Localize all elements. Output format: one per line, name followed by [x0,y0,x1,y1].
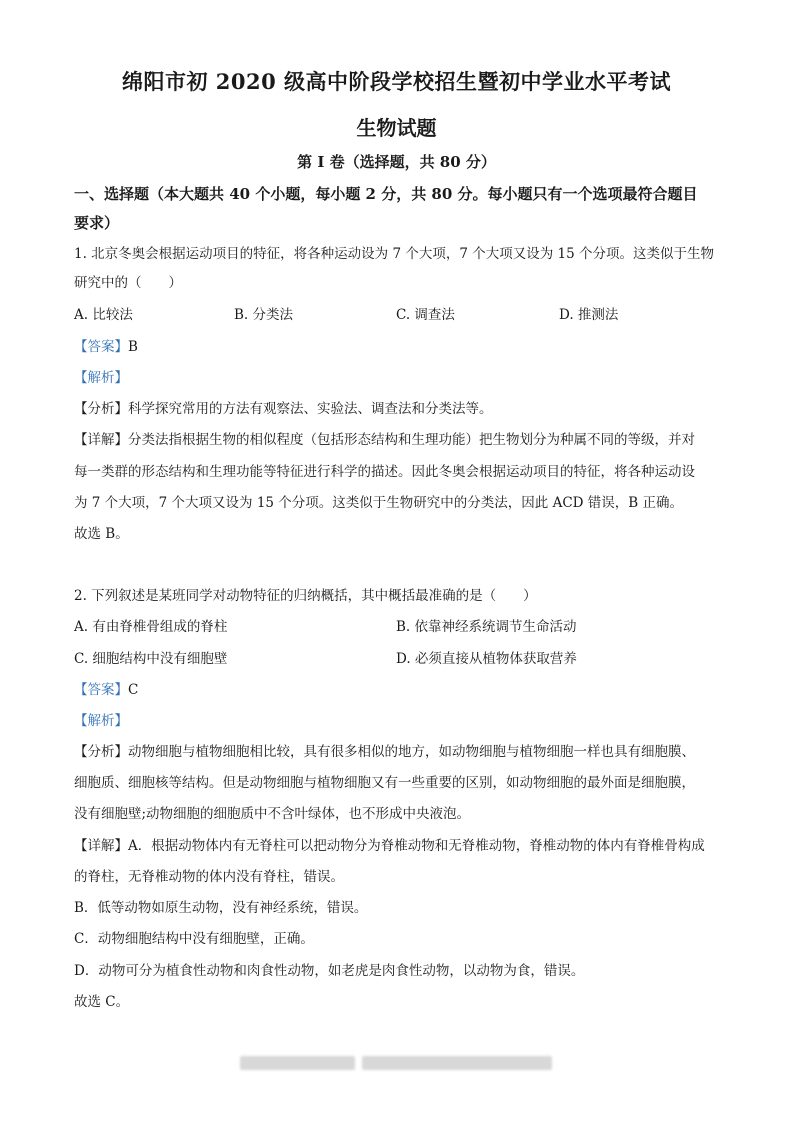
exam-title: 绵阳市初 2020 级高中阶段学校招生暨初中学业水平考试 [121,69,672,94]
footer-watermark-blur-left [240,1056,355,1070]
q2-xiangjie-b: B．低等动物如原生动物，没有神经系统，错误。 [74,900,368,916]
q2-conclusion: 故选 C。 [74,994,130,1010]
q1-xiangjie-line1 [74,430,724,450]
volume-heading: 第 I 卷（选择题，共 80 分） [297,153,496,171]
footer-watermark-blur-right [362,1056,552,1070]
q2-option-d: D. 必须直接从植物体获取营养 [396,651,577,667]
q1-xiangjie-line2: 每一类群的形态结构和生理功能等特征进行科学的描述。因此冬奥会根据运动项目的特征，将各种运动设 [74,464,695,480]
q1-option-a: A. 比较法 [74,307,133,323]
q1-xiangjie-line3: 为 7 个大项，7 个大项又设为 15 个分项。这类似于生物研究中的分类法，因此 ACD 错误，B 正确。 [74,495,684,511]
q1-fenxi [74,399,724,419]
q2-fenxi-line3: 没有细胞壁;动物细胞的细胞质中不含叶绿体，也不形成中央液泡。 [74,806,471,822]
q2-answer-tag: 【答案】 [74,682,128,698]
exam-subtitle: 生物试题 [356,116,437,140]
q1-option-b: B. 分类法 [234,307,294,323]
q1-fenxi-text: 科学探究常用的方法有观察法、实验法、调查法和分类法等。 [128,401,493,417]
q1-jiexi-tag: 【解析】 [74,370,128,386]
q1-answer-value: B [128,339,138,355]
q2-stem: 2. 下列叙述是某班同学对动物特征的归纳概括，其中概括最准确的是（ ） [74,588,537,604]
q2-xiangjie-d: D．动物可分为植食性动物和肉食性动物，如老虎是肉食性动物，以动物为食，错误。 [74,963,585,979]
q1-answer-tag: 【答案】 [74,339,128,355]
section-heading-line1: 一、选择题（本大题共 40 个小题，每小题 2 分，共 80 分。每小题只有一个选项最符合题目 [74,185,698,203]
q1-option-d: D. 推测法 [559,307,619,323]
q2-fenxi-line1 [74,742,724,762]
q2-option-c: C. 细胞结构中没有细胞壁 [74,651,228,667]
q1-xiangjie-text1: 分类法指根据生物的相似程度（包括形态结构和生理功能）把生物划分为种属不同的等级，并对 [128,432,695,448]
q1-fenxi-tag: 【分析】 [74,401,128,417]
q1-conclusion: 故选 B。 [74,526,129,542]
section-heading-line2: 要求） [74,214,120,232]
q2-xiangjie-c: C．动物细胞结构中没有细胞壁，正确。 [74,931,314,947]
q2-fenxi-tag: 【分析】 [74,744,128,760]
q1-stem-line1: 1. 北京冬奥会根据运动项目的特征，将各种运动设为 7 个大项，7 个大项又设为 15 个分项。这类似于生物 [74,246,714,262]
section-heading [74,180,724,238]
q2-xiangjie-line1 [74,836,724,856]
q2-fenxi-text1: 动物细胞与植物细胞相比较，具有很多相似的地方，如动物细胞与植物细胞一样也具有细胞膜、 [128,744,695,760]
q1-xiangjie-tag: 【详解】 [74,432,128,448]
q2-fenxi-line2: 细胞质、细胞核等结构。但是动物细胞与植物细胞又有一些重要的区别，如动物细胞的最外面是细胞膜， [74,775,695,791]
q2-xiangjie-line2: 的脊柱，无脊椎动物的体内没有脊柱，错误。 [74,869,344,885]
q2-jiexi-tag: 【解析】 [74,713,128,729]
q2-xiangjie-text1: A．根据动物体内有无脊柱可以把动物分为脊椎动物和无脊椎动物，脊椎动物的体内有脊椎骨构成 [128,838,705,854]
q2-answer [74,680,724,700]
q2-option-b: B. 依靠神经系统调节生命活动 [396,619,577,635]
q1-answer [74,337,724,357]
q2-xiangjie-tag: 【详解】 [74,838,128,854]
q2-answer-value: C [128,682,139,698]
q1-stem-line2: 研究中的（ ） [74,275,182,291]
q2-option-a: A. 有由脊椎骨组成的脊柱 [74,619,228,635]
q1-option-c: C. 调查法 [396,307,455,323]
